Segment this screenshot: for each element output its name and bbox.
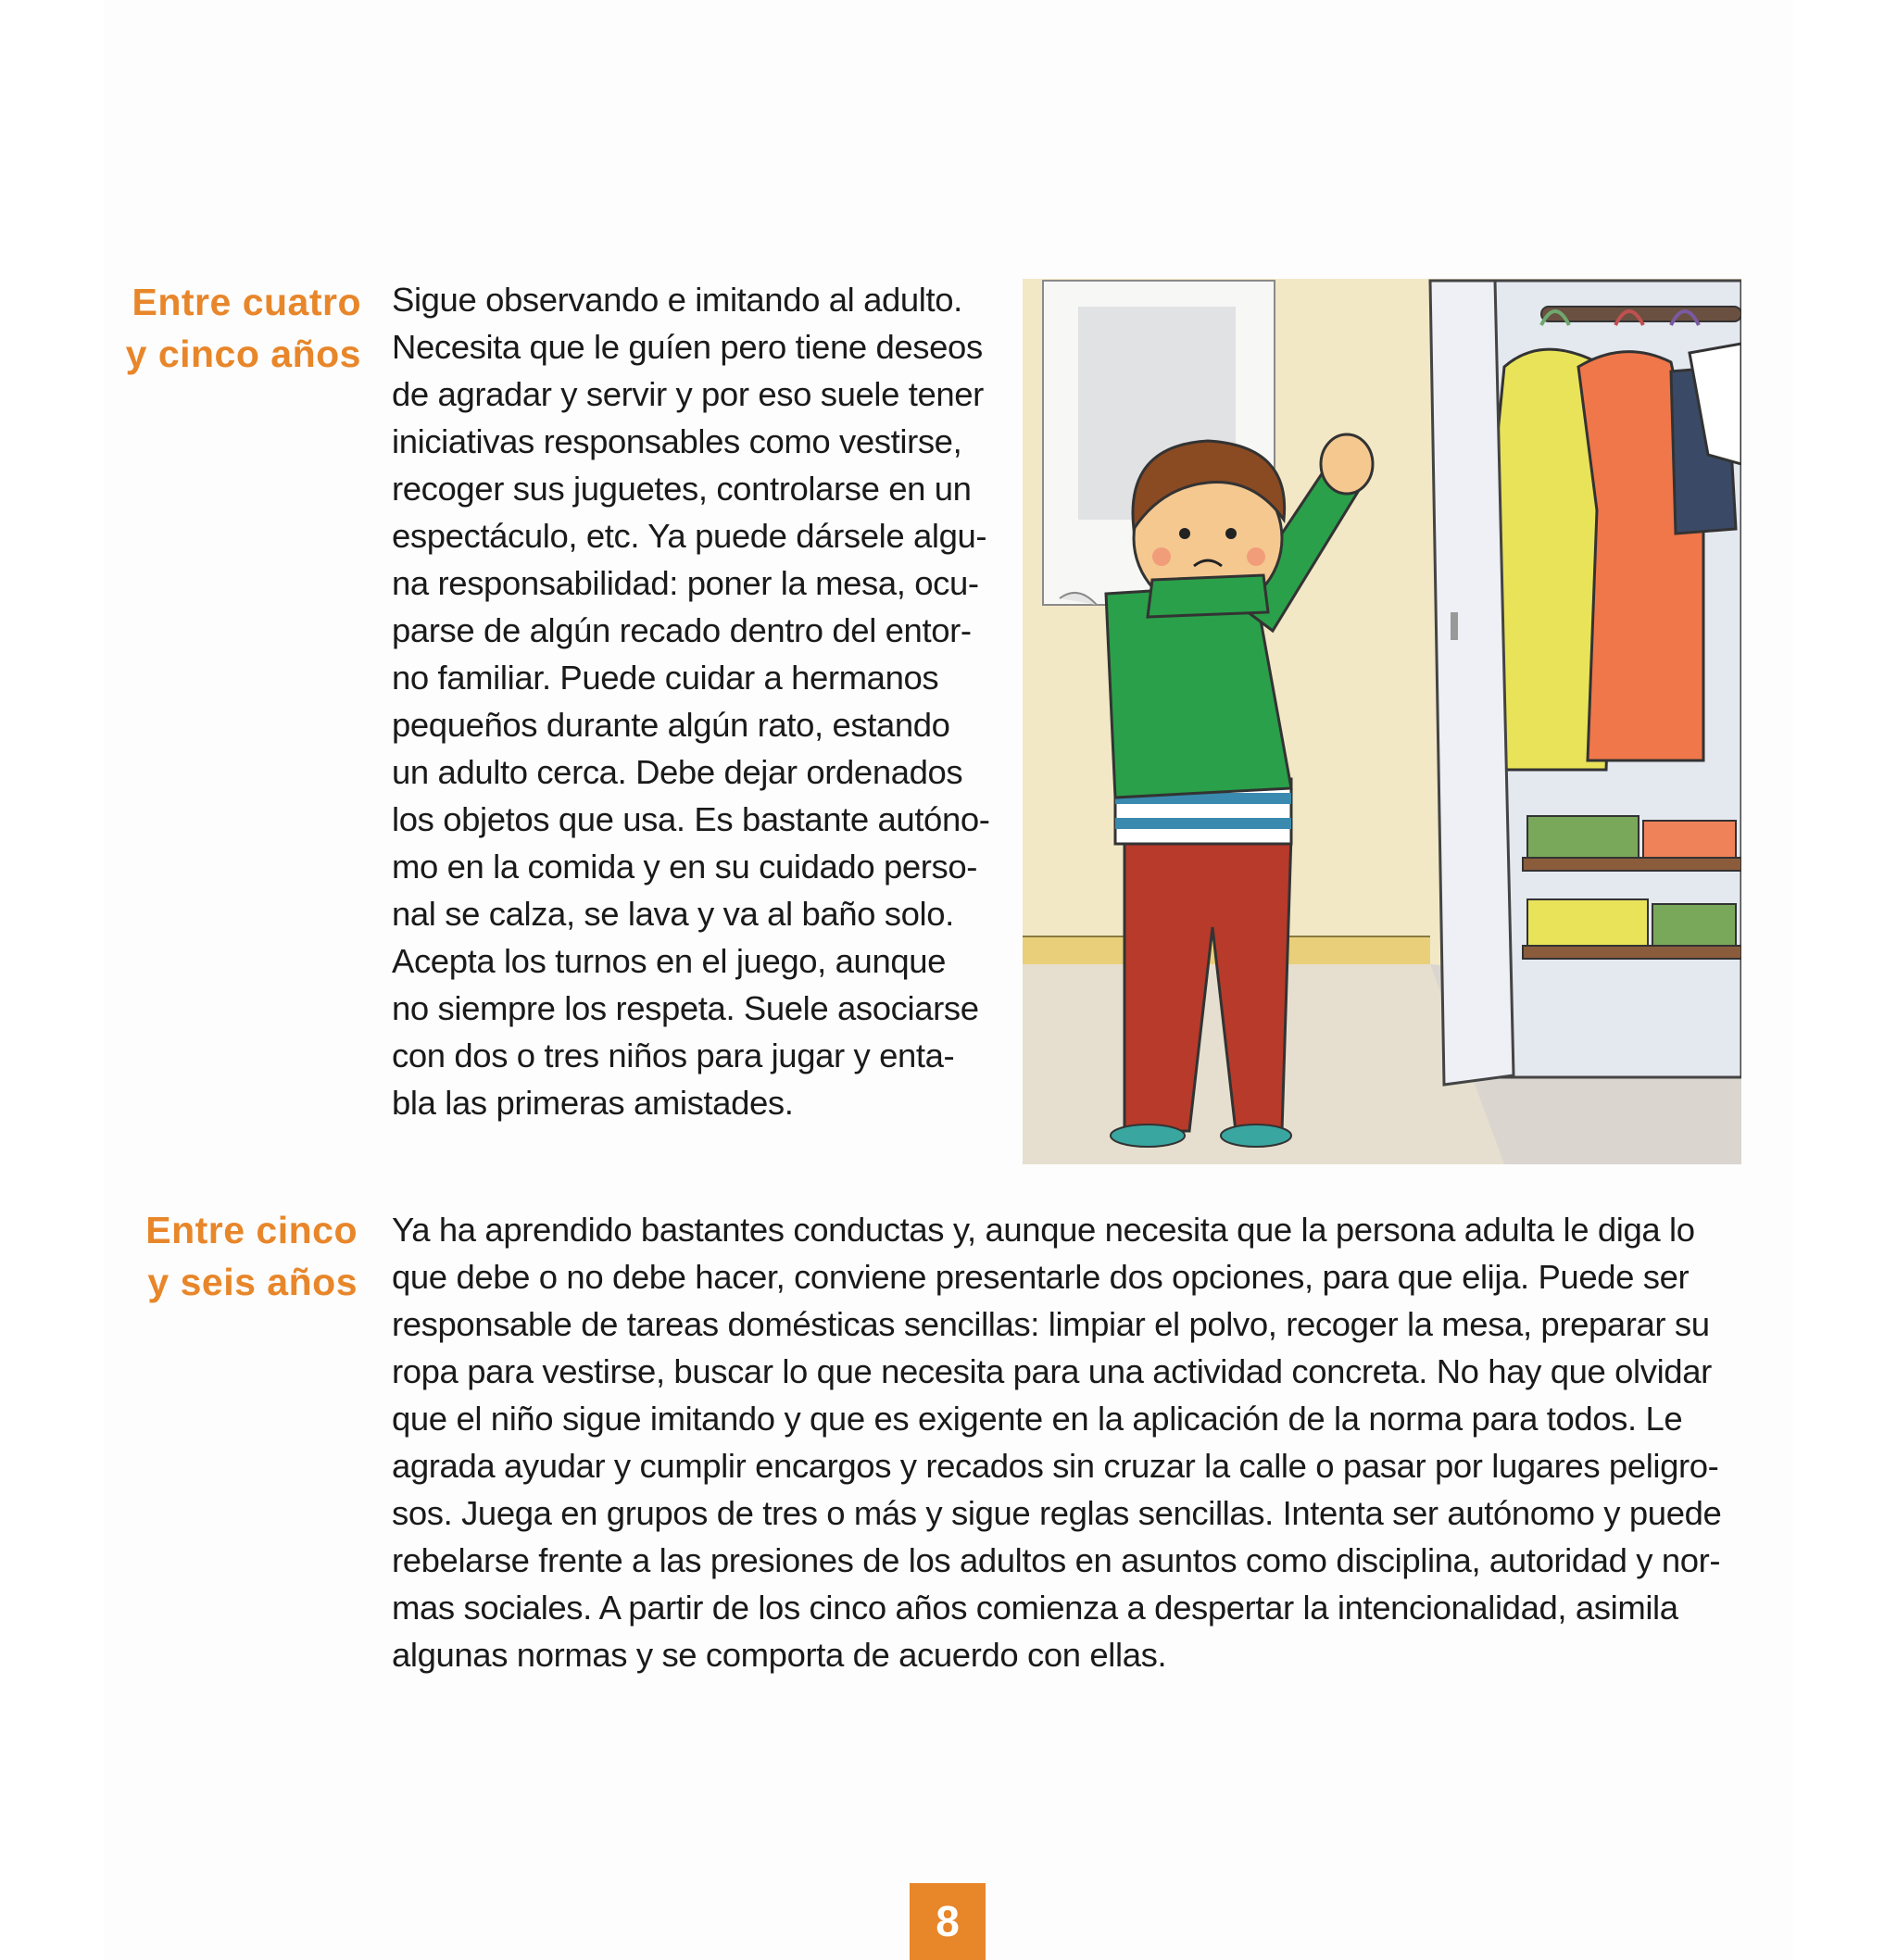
body-line: rebelarse frente a las presiones de los adultos en asuntos como disciplina, autoridad y nor- xyxy=(392,1541,1721,1579)
body-line: sos. Juega en grupos de tres o más y sigue reglas sencillas. Intenta ser autónomo y puede xyxy=(392,1494,1722,1532)
section-heading-five-to-six xyxy=(102,1204,358,1308)
body-line: ropa para vestirse, buscar lo que necesita para una actividad concreta. No hay que olvidar xyxy=(392,1352,1712,1390)
heading-line: Entre cinco xyxy=(145,1209,358,1251)
body-line: recoger sus juguetes, controlarse en un xyxy=(392,470,972,508)
section-body-four-to-five xyxy=(392,276,1003,1126)
body-line: de agradar y servir y por eso suele tener xyxy=(392,375,984,413)
body-line: pequeños durante algún rato, estando xyxy=(392,706,950,744)
body-line: mas sociales. A partir de los cinco años comienza a despertar la intencionalidad, asimila xyxy=(392,1589,1678,1627)
body-line: mo en la comida y en su cuidado perso- xyxy=(392,848,978,886)
body-line: parse de algún recado dentro del entor- xyxy=(392,611,972,649)
body-line: los objetos que usa. Es bastante autóno- xyxy=(392,800,990,838)
heading-line: Entre cuatro xyxy=(132,281,361,323)
body-line: con dos o tres niños para jugar y enta- xyxy=(392,1037,955,1074)
body-line: Sigue observando e imitando al adulto. xyxy=(392,281,962,319)
body-line: algunas normas y se comporta de acuerdo con ellas. xyxy=(392,1636,1167,1674)
section-heading-four-to-five xyxy=(102,276,361,380)
body-line: espectáculo, etc. Ya puede dársele algu- xyxy=(392,517,987,555)
body-line: no familiar. Puede cuidar a hermanos xyxy=(392,659,939,697)
body-line: iniciativas responsables como vestirse, xyxy=(392,422,962,460)
heading-line: y seis años xyxy=(147,1261,358,1303)
body-line: un adulto cerca. Debe dejar ordenados xyxy=(392,753,963,791)
body-line: Ya ha aprendido bastantes conductas y, aunque necesita que la persona adulta le diga lo xyxy=(392,1211,1695,1249)
body-line: no siempre los respeta. Suele asociarse xyxy=(392,989,979,1027)
body-line: Necesita que le guíen pero tiene deseos xyxy=(392,328,983,366)
body-line: na responsabilidad: poner la mesa, ocu- xyxy=(392,564,979,602)
body-line: nal se calza, se lava y va al baño solo. xyxy=(392,895,954,933)
body-line: agrada ayudar y cumplir encargos y recados sin cruzar la calle o pasar por lugares peligro- xyxy=(392,1447,1719,1485)
body-line: bla las primeras amistades. xyxy=(392,1084,794,1122)
page-number-badge: 8 xyxy=(910,1883,986,1960)
body-line: Acepta los turnos en el juego, aunque xyxy=(392,942,947,980)
section-body-five-to-six xyxy=(392,1206,1744,1678)
body-line: que debe o no debe hacer, conviene presentarle dos opciones, para que elija. Puede ser xyxy=(392,1258,1690,1296)
body-line: responsable de tareas domésticas sencillas: limpiar el polvo, recoger la mesa, preparar su xyxy=(392,1305,1710,1343)
heading-line: y cinco años xyxy=(125,333,361,375)
child-dressing-illustration xyxy=(1023,279,1741,1164)
body-line: que el niño sigue imitando y que es exigente en la aplicación de la norma para todos. Le xyxy=(392,1400,1683,1438)
